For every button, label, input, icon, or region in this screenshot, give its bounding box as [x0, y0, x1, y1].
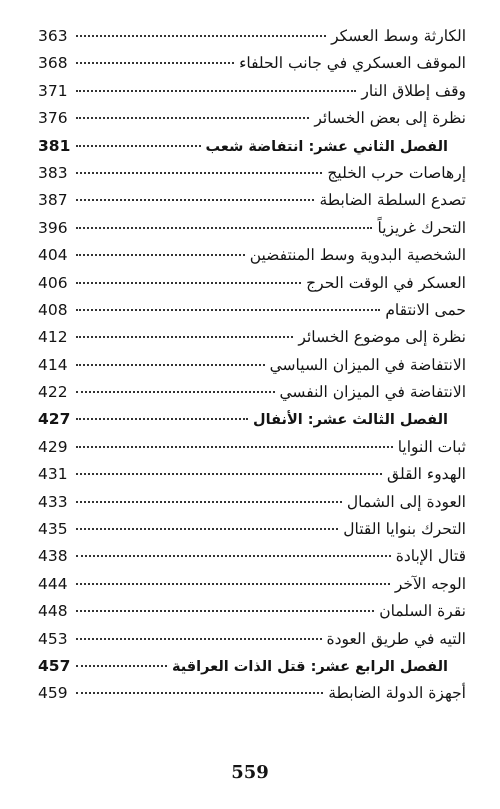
toc-entry [38, 219, 466, 246]
toc-entry-page: 363 [38, 27, 68, 45]
table-of-contents [38, 27, 466, 712]
toc-entry [38, 575, 466, 602]
toc-entry [38, 602, 466, 629]
toc-entry-page: 444 [38, 574, 68, 593]
toc-entry [38, 383, 466, 410]
toc-entry-title: تصدع السلطة الضابطة [319, 191, 466, 210]
toc-entry [38, 547, 466, 574]
toc-leader-dots [76, 555, 391, 557]
toc-entry-page: 414 [38, 355, 68, 374]
toc-entry-title: وقف إطلاق النار [361, 81, 466, 100]
toc-entry [38, 356, 466, 383]
toc-leader-dots [76, 364, 265, 366]
toc-entry [38, 493, 466, 520]
toc-entry-page: 422 [38, 383, 68, 402]
toc-entry-page: 453 [38, 629, 68, 648]
toc-entry-page: 368 [38, 54, 68, 73]
toc-entry-page: 457 [38, 656, 71, 675]
toc-entry [38, 109, 466, 136]
toc-entry [38, 191, 466, 218]
toc-entry [38, 465, 466, 492]
toc-entry-title: نظرة إلى بعض الخسائر [314, 109, 466, 128]
toc-leader-dots [76, 309, 380, 311]
toc-entry-page: 396 [38, 218, 68, 237]
toc-leader-dots [76, 638, 322, 640]
toc-leader-dots [76, 62, 234, 64]
toc-entry [38, 328, 466, 355]
toc-entry-page: 371 [38, 81, 68, 100]
toc-entry-title: الانتفاضة في الميزان السياسي [269, 355, 466, 374]
toc-leader-dots [76, 254, 245, 256]
toc-entry-title: ثبات النوايا [397, 437, 466, 456]
toc-entry-title: الانتفاضة في الميزان النفسي [279, 383, 466, 402]
toc-entry-title: الفصل الثاني عشر: انتفاضة شعب [205, 138, 448, 155]
toc-chapter-heading [38, 410, 466, 437]
toc-leader-dots [76, 473, 382, 475]
toc-entry-page: 406 [38, 273, 68, 292]
toc-entry [38, 82, 466, 109]
toc-entry [38, 274, 466, 301]
toc-entry [38, 438, 466, 465]
toc-entry-title: الوجه الآخر [394, 574, 466, 593]
toc-leader-dots [76, 90, 356, 92]
toc-entry-page: 381 [38, 136, 71, 155]
toc-entry-page: 383 [38, 163, 68, 182]
toc-leader-dots [76, 418, 248, 420]
toc-entry-title: الموقف العسكري في جانب الحلفاء [239, 54, 466, 73]
toc-leader-dots [76, 35, 326, 37]
toc-entry-page: 431 [38, 465, 68, 484]
toc-leader-dots [76, 583, 390, 585]
toc-entry [38, 246, 466, 273]
toc-entry-page: 438 [38, 547, 68, 566]
toc-entry-title: العودة إلى الشمال [346, 492, 466, 511]
toc-entry-title: قتال الإبادة [395, 547, 466, 566]
toc-chapter-heading [38, 137, 466, 164]
toc-leader-dots [76, 446, 393, 448]
toc-entry [38, 301, 466, 328]
toc-entry-page: 408 [38, 300, 68, 319]
toc-entry [38, 164, 466, 191]
toc-entry-page: 427 [38, 410, 71, 429]
toc-entry-title: التيه في طريق العودة [326, 629, 466, 648]
toc-leader-dots [76, 172, 322, 174]
toc-entry-title: الفصل الرابع عشر: قتل الذات العراقية [171, 658, 448, 675]
toc-entry-title: نقرة السلمان [379, 602, 466, 621]
toc-entry-title: الشخصية البدوية وسط المنتفضين [249, 246, 466, 265]
toc-entry [38, 684, 466, 711]
toc-leader-dots [76, 227, 372, 229]
toc-entry [38, 630, 466, 657]
toc-leader-dots [76, 145, 201, 147]
toc-leader-dots [76, 117, 309, 119]
toc-entry-title: التحرك بنوايا القتال [343, 520, 466, 539]
toc-entry-page: 435 [38, 520, 68, 539]
toc-leader-dots [76, 692, 323, 694]
toc-leader-dots [76, 501, 342, 503]
toc-entry-title: العسكر في الوقت الحرج [306, 273, 466, 292]
toc-entry-page: 429 [38, 437, 68, 456]
toc-entry [38, 520, 466, 547]
toc-entry [38, 54, 466, 81]
toc-chapter-heading [38, 657, 466, 684]
toc-entry-page: 376 [38, 109, 68, 128]
toc-entry-title: إرهاصات حرب الخليج [327, 163, 466, 182]
toc-entry-title: أجهزة الدولة الضابطة [328, 684, 466, 703]
toc-entry-page: 404 [38, 246, 68, 265]
toc-leader-dots [76, 391, 275, 393]
toc-entry-title: التحرك غريزياً [377, 218, 466, 237]
toc-entry-page: 459 [38, 684, 68, 703]
toc-entry-title: الفصل الثالث عشر: الأنفال [253, 412, 448, 429]
toc-entry-title: الكارثة وسط العسكر [331, 27, 466, 45]
toc-entry-page: 433 [38, 492, 68, 511]
toc-entry-title: نظرة إلى موضوع الخسائر [298, 328, 466, 347]
toc-entry [38, 27, 466, 54]
toc-leader-dots [76, 282, 301, 284]
toc-entry-title: الهدوء القلق [387, 465, 466, 484]
toc-entry-page: 387 [38, 191, 68, 210]
toc-leader-dots [76, 610, 374, 612]
toc-entry-page: 448 [38, 602, 68, 621]
toc-leader-dots [76, 199, 314, 201]
toc-leader-dots [76, 336, 293, 338]
toc-entry-page: 412 [38, 328, 68, 347]
toc-leader-dots [76, 665, 167, 667]
toc-leader-dots [76, 528, 338, 530]
toc-entry-title: حمى الانتقام [385, 300, 466, 319]
page-number: 559 [231, 762, 269, 783]
